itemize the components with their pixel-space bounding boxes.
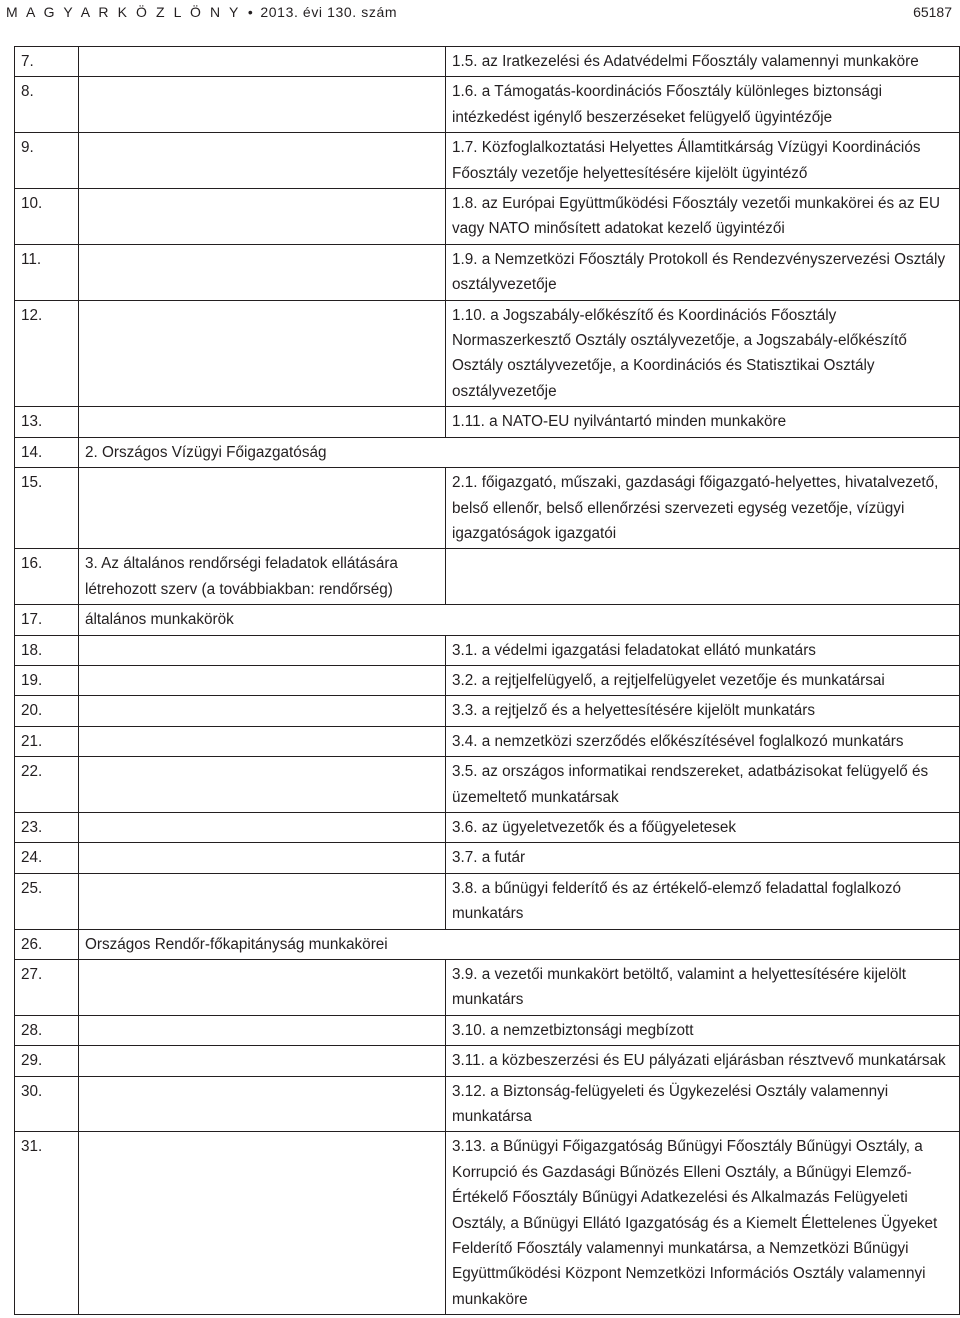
position-cell: 3.11. a közbeszerzési és EU pályázati eljárásban résztvevő munkatársak <box>446 1046 960 1076</box>
page-number: 65187 <box>913 4 952 20</box>
organization-cell <box>79 873 446 929</box>
position-cell: 2.1. főigazgató, műszaki, gazdasági főigazgató-helyettes, hivatalvezető, belső ellenőr, belső ellenőrzési szervezeti egység vezetője, vízügyi igazgatóságok igazgatói <box>446 468 960 549</box>
table-row <box>15 873 960 929</box>
row-number: 29. <box>15 1046 79 1076</box>
row-number: 18. <box>15 635 79 665</box>
position-cell: 3.3. a rejtjelző és a helyettesítésére kijelölt munkatárs <box>446 696 960 726</box>
organization-cell <box>79 665 446 695</box>
table-row <box>15 696 960 726</box>
table-row <box>15 189 960 245</box>
organization-cell <box>79 189 446 245</box>
organization-cell <box>79 407 446 437</box>
table-row <box>15 77 960 133</box>
position-cell <box>446 549 960 605</box>
row-number: 28. <box>15 1015 79 1045</box>
position-cell: 3.9. a vezetői munkakört betöltő, valamint a helyettesítésére kijelölt munkatárs <box>446 960 960 1016</box>
row-number: 16. <box>15 549 79 605</box>
row-number: 19. <box>15 665 79 695</box>
position-cell: 1.9. a Nemzetközi Főosztály Protokoll és Rendezvényszervezési Osztály osztályvezetője <box>446 244 960 300</box>
table-row <box>15 726 960 756</box>
organization-cell <box>79 244 446 300</box>
table-row <box>15 1076 960 1132</box>
table-row <box>15 929 960 959</box>
organization-cell <box>79 635 446 665</box>
table-row <box>15 133 960 189</box>
organization-cell <box>79 133 446 189</box>
organization-cell <box>79 960 446 1016</box>
section-heading-cell: Országos Rendőr-főkapitányság munkakörei <box>79 929 960 959</box>
row-number: 22. <box>15 757 79 813</box>
organization-cell <box>79 1076 446 1132</box>
position-cell: 3.13. a Bűnügyi Főigazgatóság Bűnügyi Főosztály Bűnügyi Osztály, a Korrupció és Gazdasági Bűnözés Elleni Osztály, a Bűnügyi Elemző-Értékelő Főosztály Bűnügyi Adatkezelési és Alkalmazás Felügyeleti Osztály, a Bűnügyi Ellátó Igazgatóság és a Kiemelt Élettelenes Ügyeket Felderítő Főosztály valamennyi munkatársa, a Nemzetközi Bűnügyi Együttműködési Központ Nemzetközi Információs Osztály valamennyi munkaköre <box>446 1132 960 1315</box>
row-number: 13. <box>15 407 79 437</box>
organization-cell <box>79 812 446 842</box>
row-number: 10. <box>15 189 79 245</box>
table-row <box>15 635 960 665</box>
row-number: 26. <box>15 929 79 959</box>
row-number: 7. <box>15 47 79 77</box>
table-row <box>15 437 960 467</box>
organization-cell <box>79 696 446 726</box>
organization-cell <box>79 1132 446 1315</box>
row-number: 27. <box>15 960 79 1016</box>
table-row <box>15 960 960 1016</box>
separator-bullet: • <box>247 4 254 20</box>
row-number: 12. <box>15 300 79 407</box>
row-number: 23. <box>15 812 79 842</box>
table-row <box>15 468 960 549</box>
position-cell: 3.1. a védelmi igazgatási feladatokat ellátó munkatárs <box>446 635 960 665</box>
table-row <box>15 843 960 873</box>
row-number: 14. <box>15 437 79 467</box>
organization-cell <box>79 77 446 133</box>
journal-title: M A G Y A R K Ö Z L Ö N Y <box>6 4 241 20</box>
position-cell: 1.6. a Támogatás-koordinációs Főosztály különleges biztonsági intézkedést igénylő beszerzéseket felügyelő ügyintézője <box>446 77 960 133</box>
row-number: 11. <box>15 244 79 300</box>
organization-cell <box>79 757 446 813</box>
position-cell: 1.5. az Iratkezelési és Adatvédelmi Főosztály valamennyi munkaköre <box>446 47 960 77</box>
table-body <box>15 47 960 1315</box>
position-cell: 1.11. a NATO-EU nyilvántartó minden munkaköre <box>446 407 960 437</box>
row-number: 9. <box>15 133 79 189</box>
row-number: 30. <box>15 1076 79 1132</box>
position-cell: 3.5. az országos informatikai rendszereket, adatbázisokat felügyelő és üzemeltető munkatársak <box>446 757 960 813</box>
organization-cell <box>79 47 446 77</box>
row-number: 24. <box>15 843 79 873</box>
row-number: 15. <box>15 468 79 549</box>
position-cell: 3.2. a rejtjelfelügyelő, a rejtjelfelügyelet vezetője és munkatársai <box>446 665 960 695</box>
table-row <box>15 300 960 407</box>
position-cell: 3.10. a nemzetbiztonsági megbízott <box>446 1015 960 1045</box>
table-row <box>15 1132 960 1315</box>
organization-cell <box>79 1046 446 1076</box>
table-row <box>15 407 960 437</box>
issue-label: 2013. évi 130. szám <box>260 4 398 20</box>
row-number: 8. <box>15 77 79 133</box>
row-number: 20. <box>15 696 79 726</box>
position-cell: 1.8. az Európai Együttműködési Főosztály vezetői munkakörei és az EU vagy NATO minősített adatokat kezelő ügyintézői <box>446 189 960 245</box>
page-header <box>0 0 960 30</box>
row-number: 31. <box>15 1132 79 1315</box>
positions-table <box>14 46 960 1315</box>
position-cell: 3.8. a bűnügyi felderítő és az értékelő-elemző feladattal foglalkozó munkatárs <box>446 873 960 929</box>
position-cell: 3.7. a futár <box>446 843 960 873</box>
table-row <box>15 812 960 842</box>
organization-cell <box>79 1015 446 1045</box>
position-cell: 3.12. a Biztonság-felügyeleti és Ügykezelési Osztály valamennyi munkatársa <box>446 1076 960 1132</box>
table-row <box>15 1046 960 1076</box>
table-row <box>15 757 960 813</box>
table-row <box>15 1015 960 1045</box>
position-cell: 3.4. a nemzetközi szerződés előkészítésével foglalkozó munkatárs <box>446 726 960 756</box>
section-heading-cell: általános munkakörök <box>79 605 960 635</box>
row-number: 21. <box>15 726 79 756</box>
position-cell: 3.6. az ügyeletvezetők és a főügyeletesek <box>446 812 960 842</box>
section-heading-cell: 2. Országos Vízügyi Főigazgatóság <box>79 437 960 467</box>
position-cell: 1.7. Közfoglalkoztatási Helyettes Államtitkárság Vízügyi Koordinációs Főosztály vezetője helyettesítésére kijelölt ügyintéző <box>446 133 960 189</box>
table-row <box>15 665 960 695</box>
table-row <box>15 549 960 605</box>
position-cell: 1.10. a Jogszabály-előkészítő és Koordinációs Főosztály Normaszerkesztő Osztály osztályvezetője, a Jogszabály-előkészítő Osztály osztályvezetője, a Koordinációs és Statisztikai Osztály osztályvezetője <box>446 300 960 407</box>
organization-cell: 3. Az általános rendőrségi feladatok ellátására létrehozott szerv (a továbbiakban: rendőrség) <box>79 549 446 605</box>
organization-cell <box>79 843 446 873</box>
table-row <box>15 605 960 635</box>
organization-cell <box>79 468 446 549</box>
table-row <box>15 47 960 77</box>
row-number: 25. <box>15 873 79 929</box>
table-row <box>15 244 960 300</box>
row-number: 17. <box>15 605 79 635</box>
organization-cell <box>79 300 446 407</box>
organization-cell <box>79 726 446 756</box>
running-head <box>6 4 397 20</box>
